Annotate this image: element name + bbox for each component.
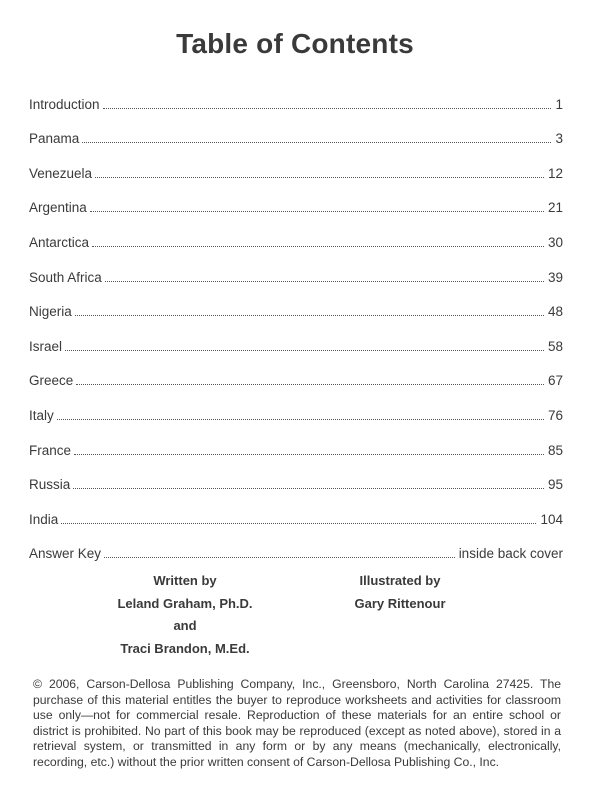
toc-entry-label: India	[29, 511, 59, 527]
illustrator-credit	[320, 570, 480, 615]
toc-entry-label: Answer Key	[29, 546, 102, 562]
toc-entry-label: Nigeria	[29, 304, 72, 320]
illustrated-by-label: Illustrated by	[359, 573, 441, 588]
toc-entry-label: France	[29, 442, 72, 458]
dot-leader	[90, 211, 544, 212]
toc-entry	[29, 320, 563, 355]
toc-entry-page: 3	[555, 131, 563, 147]
toc-entry	[29, 251, 563, 286]
toc-entry	[29, 216, 563, 251]
dot-leader	[61, 523, 536, 524]
toc-entry-page: 58	[547, 338, 563, 354]
toc-entry-page: inside back cover	[458, 546, 563, 562]
toc-entry-label: Italy	[29, 407, 54, 423]
toc-entry-label: Israel	[29, 338, 63, 354]
toc-entry	[29, 286, 563, 321]
toc-entry-page: 21	[547, 200, 563, 216]
illustrator-name: Gary Rittenour	[354, 595, 446, 611]
credits	[0, 570, 590, 670]
authors-credit	[100, 570, 270, 660]
toc-entry-label: Introduction	[29, 96, 100, 112]
toc-entry	[29, 424, 563, 459]
dot-leader	[104, 557, 455, 558]
dot-leader	[105, 281, 544, 282]
dot-leader	[74, 454, 544, 455]
toc-entry-label: Russia	[29, 477, 71, 493]
toc-entry-page: 1	[555, 96, 563, 112]
dot-leader	[75, 315, 544, 316]
toc-entry-page: 104	[540, 511, 563, 527]
dot-leader	[65, 350, 544, 351]
toc-entry-label: Greece	[29, 373, 74, 389]
toc-entry	[29, 147, 563, 182]
dot-leader	[76, 384, 544, 385]
toc-entry-label: Argentina	[29, 200, 87, 216]
toc-entry-label: South Africa	[29, 269, 102, 285]
toc-entry-page: 12	[547, 165, 563, 181]
copyright-notice: © 2006, Carson-Dellosa Publishing Company, Inc., Greensboro, North Carolina 27425. The purchase of this material entitles the buyer to reproduce worksheets and activities for classroom use only—not for commercial resale. Reproduction of these materials for an entire school or district is prohibited. No part of this book may be reproduced (except as noted above), stored in a retrieval system, or transmitted in any form or by any means (mechanically, electronically, recording, etc.) without the prior written consent of Carson-Dellosa Publishing Co., Inc.	[33, 677, 561, 769]
toc-entry-page: 67	[547, 373, 563, 389]
and-label: and	[173, 618, 197, 633]
page-title: Table of Contents	[176, 28, 414, 59]
toc-entry-label: Panama	[29, 131, 80, 147]
toc-entry	[29, 182, 563, 217]
toc-entry-label: Antarctica	[29, 234, 90, 250]
toc-entry	[29, 389, 563, 424]
toc-entry	[29, 113, 563, 148]
dot-leader	[92, 246, 544, 247]
toc-entry-label: Venezuela	[29, 165, 93, 181]
toc-entry	[29, 493, 563, 528]
toc-entry-page: 76	[547, 407, 563, 423]
dot-leader	[103, 108, 552, 109]
written-by-label: Written by	[153, 573, 217, 588]
toc-entry	[29, 459, 563, 494]
toc-entry-page: 30	[547, 234, 563, 250]
toc-entry-page: 39	[547, 269, 563, 285]
table-of-contents	[29, 78, 563, 562]
toc-entry	[29, 528, 563, 563]
toc-entry	[29, 78, 563, 113]
toc-entry-page: 85	[547, 442, 563, 458]
author-name: Traci Brandon, M.Ed.	[120, 640, 250, 656]
dot-leader	[57, 419, 544, 420]
author-name: Leland Graham, Ph.D.	[117, 595, 253, 611]
dot-leader	[95, 177, 544, 178]
toc-entry	[29, 355, 563, 390]
toc-entry-page: 48	[547, 304, 563, 320]
toc-entry-page: 95	[547, 477, 563, 493]
dot-leader	[82, 142, 551, 143]
dot-leader	[73, 488, 544, 489]
